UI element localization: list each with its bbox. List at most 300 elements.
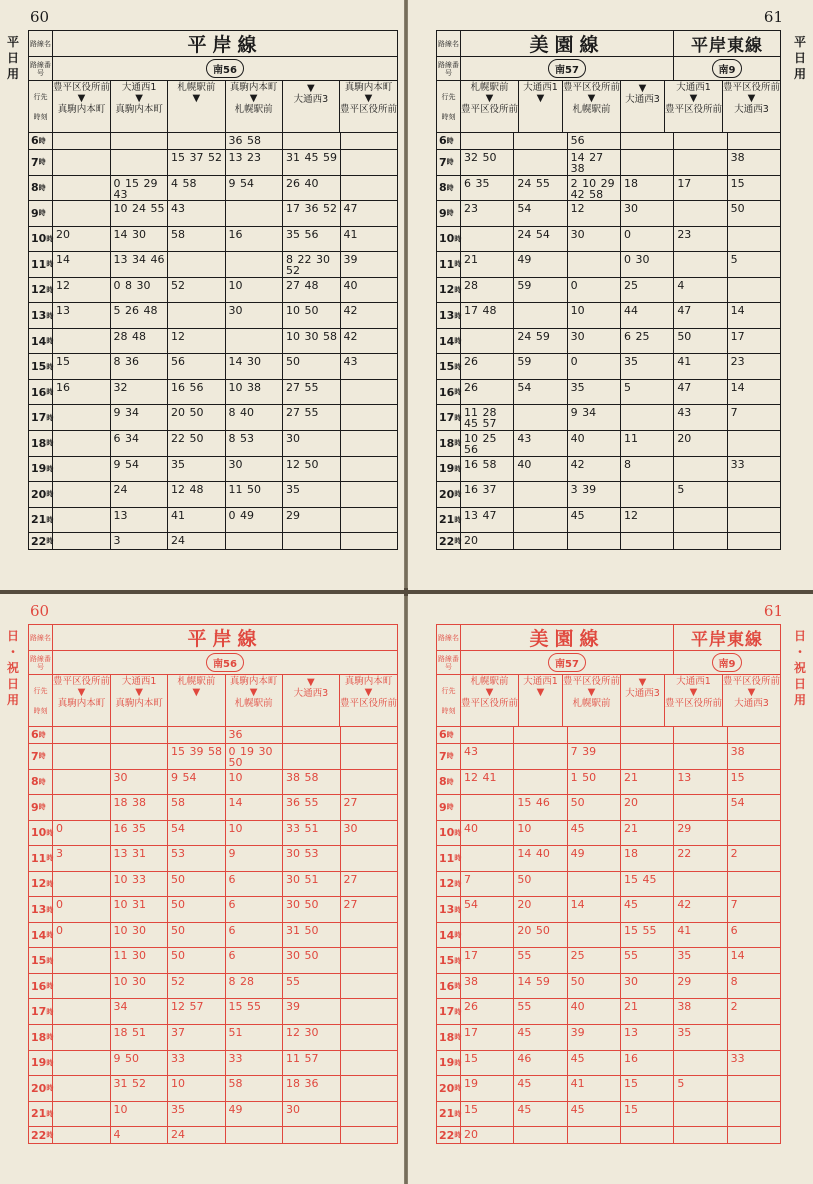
- route-number-row: [29, 651, 397, 675]
- hour-cell: [29, 821, 53, 846]
- minute-cell: 14: [730, 304, 745, 318]
- minute-cell: 58: [168, 795, 226, 820]
- minute-cell: 28: [461, 278, 514, 303]
- minute-cells: [461, 1127, 780, 1143]
- hour-cell: [437, 150, 461, 175]
- minute-cell: [621, 744, 674, 769]
- dest-to: 大通西3: [625, 688, 660, 699]
- minute-cell: 42: [568, 457, 621, 482]
- minute-cell: 15 46: [514, 795, 567, 820]
- hour-cell: [437, 303, 461, 328]
- minute-cell: [674, 533, 727, 549]
- minute-cell: 39: [283, 999, 341, 1024]
- minute-cells: [53, 508, 397, 533]
- hour-row: [437, 278, 780, 304]
- hour-suffix: 時: [454, 854, 462, 863]
- hour-row: [437, 150, 780, 176]
- hour-cell: [437, 974, 461, 999]
- hour-row: [29, 508, 397, 534]
- minute-cell: 12 57: [168, 999, 226, 1024]
- down-arrow-icon: ▼: [485, 93, 494, 104]
- usage-label-char: 日: [6, 677, 19, 691]
- minute-cell: 13 23: [226, 150, 284, 175]
- minute-cells: [461, 770, 780, 795]
- minute-cell: [728, 431, 780, 456]
- hour-suffix: 時: [38, 777, 46, 786]
- minute-cell: 50: [514, 872, 567, 897]
- minute-cell: 35: [283, 482, 341, 507]
- minute-cell: [53, 133, 111, 149]
- minute-cell: [168, 303, 226, 328]
- minute-cell: 14: [730, 949, 745, 963]
- minute-cell: 43: [343, 355, 358, 369]
- hour-row: [29, 431, 397, 457]
- hour-cell: [437, 1102, 461, 1127]
- minute-cell: 52: [168, 278, 226, 303]
- minute-cell: [568, 923, 621, 948]
- minute-cells: [53, 1102, 397, 1127]
- minute-cell: [568, 1127, 621, 1143]
- route-name-label: 路線名: [437, 625, 461, 650]
- hour-number: 18: [439, 1030, 455, 1044]
- dest-from: 豊平区役所前: [562, 82, 620, 93]
- hour-number: 16: [439, 385, 455, 399]
- minute-cell: 55: [514, 948, 567, 973]
- minute-cell: 4: [111, 1127, 169, 1143]
- hour-cell: [29, 744, 53, 769]
- minute-cell: 30: [621, 974, 674, 999]
- hour-number: 21: [439, 1107, 455, 1121]
- minute-cell: 43: [461, 744, 514, 769]
- route-number-label: 路線番号: [29, 651, 53, 674]
- hour-cell: [29, 1076, 53, 1101]
- hour-row: [29, 974, 397, 1000]
- hour-number: 12: [31, 283, 47, 297]
- minute-cells: [53, 948, 397, 973]
- minute-cell: 19: [461, 1076, 514, 1101]
- minute-cell: 8: [621, 457, 674, 482]
- hour-cell: [29, 457, 53, 482]
- minute-cells: [53, 770, 397, 795]
- destination-row: [29, 81, 397, 133]
- minute-cell: 45: [568, 1051, 621, 1076]
- hour-number: 7: [31, 155, 39, 169]
- hour-suffix: 時: [454, 905, 462, 914]
- minute-cell: 20 50: [168, 405, 226, 430]
- minute-cell: 54: [514, 201, 567, 226]
- destination-column: [563, 81, 621, 132]
- dest-from: 豊平区役所前: [722, 676, 780, 687]
- down-arrow-icon: ▼: [192, 93, 201, 104]
- destination-label: [29, 81, 53, 132]
- hour-row: [437, 821, 780, 847]
- minute-cell: 21: [621, 999, 674, 1024]
- holiday-page-right: [408, 594, 813, 1184]
- down-arrow-icon: ▼: [536, 93, 545, 104]
- line-name-2: 平岸東線: [691, 630, 763, 650]
- minute-cells: [461, 405, 780, 430]
- minute-cell: [226, 329, 284, 354]
- usage-label-char: 平: [6, 35, 19, 49]
- minute-cells: [461, 329, 780, 354]
- hour-number: 18: [31, 436, 47, 450]
- destination-column: [665, 81, 723, 132]
- minute-cell: [621, 533, 674, 549]
- dest-from: 大通西1: [121, 676, 157, 687]
- hour-row: [29, 457, 397, 483]
- destination-column: [111, 675, 168, 726]
- minute-cell: [461, 727, 514, 743]
- minute-cell: [53, 974, 111, 999]
- hour-number: 6: [439, 134, 447, 148]
- minute-cell: 10 31: [111, 897, 169, 922]
- hour-suffix: 時: [38, 158, 46, 167]
- minute-cells: [53, 1127, 397, 1143]
- hour-number: 22: [31, 534, 47, 548]
- dest-from: 札幌駅前: [177, 82, 216, 93]
- minute-cell: 26 40: [283, 176, 341, 201]
- hour-cell: [437, 508, 461, 533]
- minute-cell: [341, 533, 398, 549]
- minute-cell: 15: [730, 176, 745, 190]
- minute-cell: 36: [226, 727, 284, 743]
- destination-row: [437, 675, 780, 727]
- usage-label: [6, 628, 20, 708]
- minute-cells: [461, 431, 780, 456]
- line-name-2: 平岸東線: [691, 36, 763, 56]
- minute-cell: 13: [621, 1025, 674, 1050]
- hour-suffix: 時: [46, 1084, 54, 1093]
- minute-cell: 42: [343, 304, 358, 318]
- minute-cell: [341, 999, 398, 1024]
- minute-cell: 24 54: [514, 227, 567, 252]
- minute-cell: [728, 1076, 780, 1101]
- minute-cell: 9 54: [226, 176, 284, 201]
- minute-cell: 50: [730, 202, 745, 216]
- minute-cell: [621, 405, 674, 430]
- destination-column: [340, 81, 397, 132]
- minute-cell: [53, 872, 111, 897]
- minute-cells: [53, 727, 397, 743]
- hour-number: 11: [439, 257, 455, 271]
- hour-suffix: 時: [454, 337, 462, 346]
- minute-cell: 18 36: [283, 1076, 341, 1101]
- hour-cell: [437, 948, 461, 973]
- minute-cell: 56: [568, 133, 621, 149]
- time-label: 時刻: [441, 706, 456, 715]
- hour-row: [437, 974, 780, 1000]
- minute-cell: 23: [461, 201, 514, 226]
- minute-cell: 21: [621, 821, 674, 846]
- minute-cell: 27: [343, 796, 358, 810]
- minute-cell: [341, 923, 398, 948]
- minute-cell: 45: [568, 1102, 621, 1127]
- minute-cell: 51: [226, 1025, 284, 1050]
- hour-number: 16: [31, 979, 47, 993]
- minute-cell: 47: [343, 202, 358, 216]
- minute-cell: [621, 133, 674, 149]
- hour-cell: [29, 727, 53, 743]
- hour-row: [29, 533, 397, 549]
- hour-cell: [29, 999, 53, 1024]
- down-arrow-icon: ▼: [638, 83, 647, 94]
- hour-row: [29, 1025, 397, 1051]
- minute-cell: [728, 1102, 780, 1127]
- route-badge-2: 南9: [712, 653, 743, 672]
- hour-suffix: 時: [454, 260, 462, 269]
- minute-cell: 24: [168, 1127, 226, 1143]
- minute-cell: [341, 431, 398, 456]
- minute-cell: [53, 999, 111, 1024]
- hour-row: [29, 999, 397, 1025]
- minute-cell: 12 50: [283, 457, 341, 482]
- hour-number: 10: [31, 826, 47, 840]
- minute-cell: 14 59: [514, 974, 567, 999]
- usage-label: [793, 628, 807, 708]
- minute-cell: 16 37: [461, 482, 514, 507]
- hour-row: [437, 1076, 780, 1102]
- hour-number: 6: [31, 134, 39, 148]
- minute-cells: [53, 431, 397, 456]
- hour-cell: [29, 795, 53, 820]
- minute-cell: 59: [514, 354, 567, 379]
- hour-number: 22: [439, 534, 455, 548]
- minute-cell: 59: [514, 278, 567, 303]
- hour-number: 12: [439, 283, 455, 297]
- minute-cell: 35: [674, 1025, 727, 1050]
- hour-number: 10: [439, 232, 455, 246]
- minute-cell: 15: [53, 354, 111, 379]
- minute-cell: 20: [53, 227, 111, 252]
- minute-cell: 33: [730, 457, 745, 471]
- minute-cell: 14: [226, 795, 284, 820]
- page-number: 61: [763, 8, 783, 26]
- minute-cells: [53, 176, 397, 201]
- minute-cell: 53: [168, 846, 226, 871]
- minute-cell: 0 15 29 43: [111, 176, 169, 201]
- destination-column: [723, 81, 780, 132]
- minute-cell: 5 26 48: [111, 303, 169, 328]
- hour-suffix: 時: [454, 362, 462, 371]
- hour-cell: [437, 1127, 461, 1143]
- route-badge-2: 南9: [712, 59, 743, 78]
- minute-cell: 6: [226, 923, 284, 948]
- hour-cell: [29, 133, 53, 149]
- hour-suffix: 時: [446, 752, 454, 761]
- destination-column: [519, 675, 563, 726]
- minute-cell: 18: [621, 176, 674, 201]
- hour-row: [437, 176, 780, 202]
- minute-cell: [728, 1025, 780, 1050]
- hour-row: [437, 948, 780, 974]
- hour-row: [437, 508, 780, 534]
- minute-cell: 35 56: [283, 227, 341, 252]
- dest-from: 札幌駅前: [470, 676, 509, 687]
- minute-cells: [53, 252, 397, 277]
- hour-suffix: 時: [38, 183, 46, 192]
- down-arrow-icon: ▼: [485, 687, 494, 698]
- minute-cells: [53, 821, 397, 846]
- minute-cell: [461, 923, 514, 948]
- minute-cell: [514, 508, 567, 533]
- minute-cells: [461, 533, 780, 549]
- minute-cell: [53, 150, 111, 175]
- dest-to: 真駒内本町: [57, 104, 106, 115]
- route-badge-cell: [461, 651, 674, 674]
- route-badge: 南56: [206, 653, 244, 672]
- minute-cell: [341, 1127, 398, 1143]
- minute-cell: [568, 872, 621, 897]
- minute-cell: 47: [674, 303, 727, 328]
- minute-cell: 22: [674, 846, 727, 871]
- hour-suffix: 時: [454, 234, 462, 243]
- minute-cell: [53, 1127, 111, 1143]
- minute-cells: [461, 303, 780, 328]
- minute-cell: 35: [568, 380, 621, 405]
- hour-cell: [29, 923, 53, 948]
- minute-cell: 50: [168, 923, 226, 948]
- minute-cell: 29: [674, 974, 727, 999]
- dest-from: 大通西1: [676, 676, 711, 687]
- hour-row: [437, 999, 780, 1025]
- dest-from: 大通西1: [523, 82, 558, 93]
- minute-cells: [461, 846, 780, 871]
- hour-cell: [437, 354, 461, 379]
- down-arrow-icon: ▼: [77, 93, 86, 104]
- hour-cell: [29, 227, 53, 252]
- line-name: 平岸線: [187, 628, 263, 650]
- minute-cell: 45: [621, 897, 674, 922]
- route-name-row: [437, 31, 780, 57]
- timetable-grid: [436, 30, 781, 550]
- minute-cells: [461, 1102, 780, 1127]
- down-arrow-icon: ▼: [307, 83, 315, 94]
- hour-row: [437, 872, 780, 898]
- dest-to: 札幌駅前: [234, 698, 273, 709]
- minute-cell: [111, 133, 169, 149]
- minute-cell: 5: [674, 482, 727, 507]
- dest-from: 豊平区役所前: [722, 82, 780, 93]
- minute-cell: [341, 380, 398, 405]
- minute-cells: [461, 974, 780, 999]
- hour-number: 20: [31, 487, 47, 501]
- minute-cell: [621, 727, 674, 743]
- minute-cell: [674, 727, 727, 743]
- hour-cell: [437, 252, 461, 277]
- minute-cell: [341, 508, 398, 533]
- minute-cell: 10: [226, 278, 284, 303]
- hour-suffix: 時: [454, 982, 462, 991]
- line-name: 平岸線: [187, 34, 263, 56]
- minute-cell: [674, 133, 727, 149]
- hour-cell: [29, 948, 53, 973]
- hour-number: 21: [439, 513, 455, 527]
- hour-suffix: 時: [46, 879, 54, 888]
- minute-cell: [341, 727, 398, 743]
- hour-number: 14: [439, 334, 455, 348]
- minute-cells: [461, 923, 780, 948]
- dest-to: 大通西3: [734, 698, 769, 709]
- minute-cell: 30: [621, 201, 674, 226]
- minute-cell: 10 24 55: [111, 201, 169, 226]
- minute-cell: 49: [514, 252, 567, 277]
- hour-suffix: 時: [446, 183, 454, 192]
- minute-cell: [621, 150, 674, 175]
- minute-cell: 3: [111, 533, 169, 549]
- hour-row: [29, 1051, 397, 1077]
- hour-row: [29, 150, 397, 176]
- route-name-row: [29, 625, 397, 651]
- minute-cell: 9 54: [111, 457, 169, 482]
- page-number: 61: [763, 602, 783, 620]
- minute-cell: 12 30: [283, 1025, 341, 1050]
- minute-cell: 23: [730, 355, 745, 369]
- hour-row: [437, 533, 780, 549]
- down-arrow-icon: ▼: [536, 687, 545, 698]
- usage-label-char: ・: [6, 645, 19, 659]
- minute-cell: 27 48: [283, 278, 341, 303]
- minute-cell: 0: [53, 821, 111, 846]
- minute-cell: [674, 744, 727, 769]
- minute-cell: 10 30: [111, 923, 169, 948]
- hour-number: 22: [439, 1128, 455, 1142]
- dest-from: 札幌駅前: [177, 676, 216, 687]
- hour-number: 7: [31, 749, 39, 763]
- minute-cell: 10 50: [283, 303, 341, 328]
- hour-number: 9: [439, 206, 447, 220]
- hour-cell: [29, 303, 53, 328]
- hour-suffix: 時: [446, 730, 454, 739]
- time-label: 時刻: [33, 706, 48, 715]
- minute-cell: 41: [674, 923, 727, 948]
- minute-cell: 3 39: [568, 482, 621, 507]
- hour-suffix: 時: [46, 828, 54, 837]
- minute-cells: [53, 380, 397, 405]
- minute-cell: 30 50: [283, 897, 341, 922]
- minute-cells: [461, 999, 780, 1024]
- minute-cell: 20 50: [514, 923, 567, 948]
- minute-cell: 13: [111, 508, 169, 533]
- minute-cell: [728, 133, 780, 149]
- minute-cell: 6 25: [621, 329, 674, 354]
- hour-cell: [437, 176, 461, 201]
- route-badge-cell: [674, 651, 780, 674]
- hour-suffix: 時: [454, 285, 462, 294]
- hour-row: [437, 1051, 780, 1077]
- minute-cells: [53, 457, 397, 482]
- minute-cell: [514, 150, 567, 175]
- destination-label: [29, 675, 53, 726]
- hour-number: 20: [439, 487, 455, 501]
- down-arrow-icon: ▼: [747, 687, 756, 698]
- dest-to: 大通西3: [293, 688, 329, 699]
- minute-cell: 10 25 56: [461, 431, 514, 456]
- minute-cell: 55: [283, 974, 341, 999]
- destination-row: [437, 81, 780, 133]
- minute-cell: 33 51: [283, 821, 341, 846]
- minute-cell: 24 55: [514, 176, 567, 201]
- minute-cell: 0 8 30: [111, 278, 169, 303]
- hour-row: [29, 770, 397, 796]
- down-arrow-icon: ▼: [135, 93, 143, 104]
- minute-cell: [674, 1127, 727, 1143]
- hour-number: 17: [439, 1005, 455, 1019]
- timetable-grid: [436, 624, 781, 1144]
- hour-row: [29, 948, 397, 974]
- hour-number: 18: [439, 436, 455, 450]
- minute-cell: 6 35: [461, 176, 514, 201]
- minute-cell: 16 58: [461, 457, 514, 482]
